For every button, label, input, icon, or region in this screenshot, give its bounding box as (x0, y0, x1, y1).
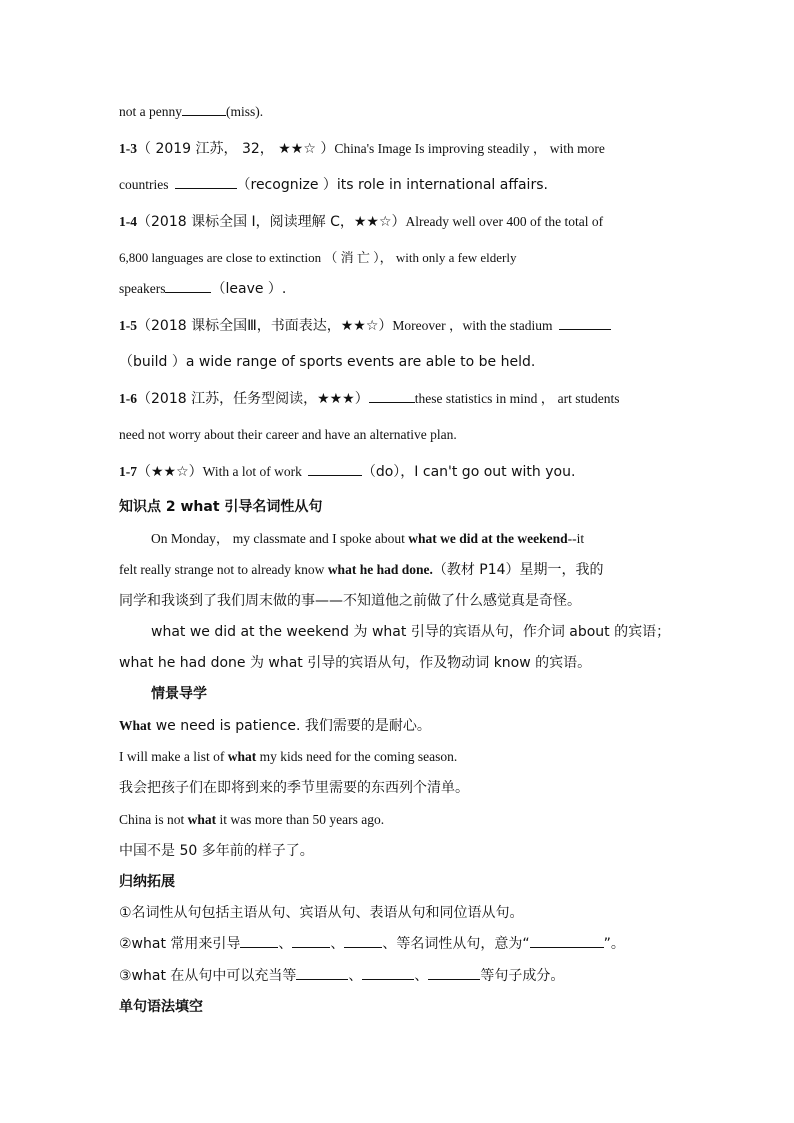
answer-blank[interactable] (296, 967, 348, 980)
answer-blank[interactable] (428, 967, 480, 980)
section-heading-kp2: 知识点 2 what 引导名词性从句 (119, 499, 323, 515)
answer-blank[interactable] (559, 317, 611, 330)
summary-item-3: ③what 在从句中可以充当等 、 、 等句子成分。 (119, 968, 565, 984)
question-1-6-line2: need not worry about their career and have an alternative plan. (119, 427, 457, 442)
summary-item-1: ①名词性从句包括主语从句、宾语从句、表语从句和同位语从句。 (119, 905, 524, 921)
question-1-2-tail: not a penny (miss). (119, 104, 264, 119)
guide-sentence-3-translation: 中国不是 50 多年前的样子了。 (119, 843, 314, 859)
answer-blank[interactable] (175, 176, 237, 189)
question-1-3-line2: countries （recognize ）its role in international affairs. (119, 177, 548, 193)
section-heading-guide: 情景导学 (151, 686, 207, 702)
example-translation: 同学和我谈到了我们周末做的事——不知道他之前做了什么感觉真是奇怪。 (119, 593, 581, 609)
question-1-5: 1-5（2018 课标全国Ⅲ，书面表达，★★☆）Moreover ，with the stadium (119, 316, 679, 336)
question-1-6: 1-6（2018 江苏，任务型阅读，★★★） these statistics in mind ， art students (119, 391, 620, 407)
answer-blank[interactable] (240, 935, 278, 948)
question-1-7: 1-7（★★☆）With a lot of work （do），I can't go out with you. (119, 464, 576, 480)
answer-blank[interactable] (344, 935, 382, 948)
question-1-4-line2: 6,800 languages are close to extinction （ 消 亡 ）， with only a few elderly (119, 250, 517, 265)
example-line-2: felt really strange not to already know what he had done.（教材 P14）星期一，我的 (119, 562, 604, 578)
example-line-1: On Monday， my classmate and I spoke about what we did at the weekend--it (151, 531, 585, 546)
summary-item-2: ②what 常用来引导 、 、 、等名词性从句，意为“ ”。 (119, 936, 625, 952)
guide-sentence-3: China is not what it was more than 50 years ago. (119, 812, 385, 827)
section-heading-fill: 单句语法填空 (119, 999, 203, 1015)
answer-blank[interactable] (182, 103, 226, 116)
analysis-line-1: what we did at the weekend 为 what 引导的宾语从句，作介词 about 的宾语； (151, 624, 671, 640)
guide-sentence-2: I will make a list of what my kids need for the coming season. (119, 749, 458, 764)
section-heading-summary: 归纳拓展 (119, 874, 175, 890)
answer-blank[interactable] (165, 280, 211, 293)
guide-sentence-1: What we need is patience. 我们需要的是耐心。 (119, 718, 431, 734)
question-1-3: 1-3（ 2019 江苏， 32， ★★☆ ）China's Image Is improving steadily ， with more (119, 141, 605, 157)
analysis-line-2: what he had done 为 what 引导的宾语从句，作及物动词 know 的宾语。 (119, 655, 592, 671)
guide-sentence-2-translation: 我会把孩子们在即将到来的季节里需要的东西列个清单。 (119, 780, 469, 796)
answer-blank[interactable] (308, 463, 362, 476)
answer-blank[interactable] (530, 935, 604, 948)
question-1-5-line2: （build ）a wide range of sports events are able to be held. (119, 354, 536, 370)
answer-blank[interactable] (369, 390, 415, 403)
question-1-4: 1-4（2018 课标全国 I，阅读理解 C，★★☆）Already well over 400 of the total of (119, 214, 604, 230)
answer-blank[interactable] (362, 967, 414, 980)
question-1-4-line3: speakers （leave ）. (119, 281, 287, 297)
answer-blank[interactable] (292, 935, 330, 948)
